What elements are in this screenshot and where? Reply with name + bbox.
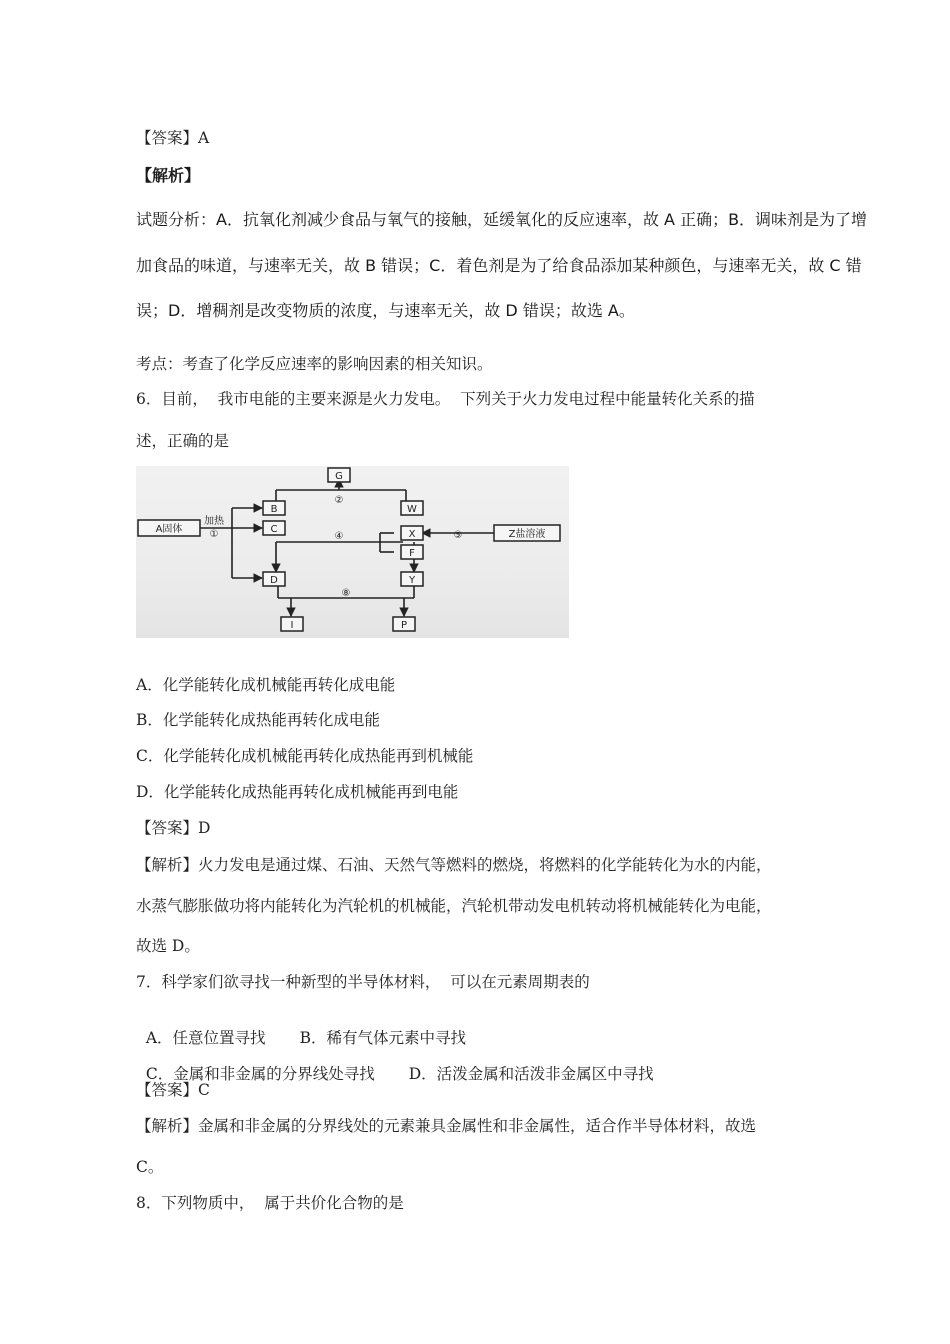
label-d: D xyxy=(270,575,278,586)
label-a-solid: A固体 xyxy=(155,524,183,535)
q6-analysis-line-1: 【解析】火力发电是通过煤、石油、天然气等燃料的燃烧，将燃料的化学能转化为水的内能， xyxy=(136,856,772,874)
q5-kaodian: 考点：考查了化学反应速率的影响因素的相关知识。 xyxy=(136,355,493,373)
q6-stem-line-2: 述，正确的是 xyxy=(136,432,230,450)
label-g: G xyxy=(335,471,343,482)
label-step-4: ④ xyxy=(334,531,344,542)
label-p: P xyxy=(400,620,408,631)
q7-option-a: A．任意位置寻找 xyxy=(145,1029,266,1047)
q6-option-c: C．化学能转化成机械能再转化成热能再到机械能 xyxy=(136,747,474,765)
q6-flow-diagram xyxy=(136,466,569,638)
label-i: I xyxy=(290,620,294,631)
q7-options-row-2 xyxy=(136,1044,654,1084)
label-step-8: ⑧ xyxy=(341,588,351,599)
q6-stem-line-1: 6．目前， 我市电能的主要来源是火力发电。 下列关于火力发电过程中能量转化关系的描 xyxy=(136,390,755,408)
q5-analysis-heading: 【解析】 xyxy=(136,166,201,185)
q6-option-b: B．化学能转化成热能再转化成电能 xyxy=(136,711,380,729)
q6-analysis-line-2: 水蒸气膨胀做功将内能转化为汽轮机的机械能，汽轮机带动发电机转动将机械能转化为电能， xyxy=(136,897,772,915)
q7-analysis-line-1: 【解析】金属和非金属的分界线处的元素兼具金属性和非金属性，适合作半导体材料，故选 xyxy=(136,1117,757,1135)
q7-answer: 【答案】C xyxy=(136,1081,210,1099)
q5-answer: 【答案】A xyxy=(136,129,210,147)
label-x: X xyxy=(408,529,416,540)
q7-options-row-1 xyxy=(136,1008,466,1048)
label-c: C xyxy=(270,524,278,535)
label-f: F xyxy=(409,548,415,559)
q7-option-d: D．活泼金属和活泼非金属区中寻找 xyxy=(408,1065,654,1083)
q6-option-d: D．化学能转化成热能再转化成机械能再到电能 xyxy=(136,783,459,801)
q5-analysis-line-1: 试题分析：A．抗氧化剂减少食品与氧气的接触，延缓氧化的反应速率，故 A 正确；B．调味剂是为了增 xyxy=(136,210,868,229)
label-b: B xyxy=(270,504,278,515)
q7-analysis-line-2: C。 xyxy=(136,1158,164,1176)
q7-option-b: B．稀有气体元素中寻找 xyxy=(299,1029,466,1047)
label-step-1: ① xyxy=(209,529,219,540)
q7-option-c: C．金属和非金属的分界线处寻找 xyxy=(145,1065,375,1083)
label-w: W xyxy=(407,504,417,515)
label-heat: 加热 xyxy=(204,516,224,527)
label-step-5: ⑤ xyxy=(453,530,463,541)
q5-analysis-line-2: 加食品的味道，与速率无关，故 B 错误；C．着色剂是为了给食品添加某种颜色，与速率无关，故 C 错 xyxy=(136,256,862,275)
q5-analysis-line-3: 误；D．增稠剂是改变物质的浓度，与速率无关，故 D 错误；故选 A。 xyxy=(136,301,635,320)
q8-stem: 8．下列物质中， 属于共价化合物的是 xyxy=(136,1194,404,1212)
q7-stem: 7．科学家们欲寻找一种新型的半导体材料， 可以在元素周期表的 xyxy=(136,973,590,991)
label-y: Y xyxy=(408,575,416,586)
label-z-solution: Z盐溶液 xyxy=(508,529,546,540)
label-step-2: ② xyxy=(334,495,344,506)
q6-answer: 【答案】D xyxy=(136,819,211,837)
q6-analysis-line-3: 故选 D。 xyxy=(136,937,200,955)
q6-option-a: A．化学能转化成机械能再转化成电能 xyxy=(136,676,396,694)
